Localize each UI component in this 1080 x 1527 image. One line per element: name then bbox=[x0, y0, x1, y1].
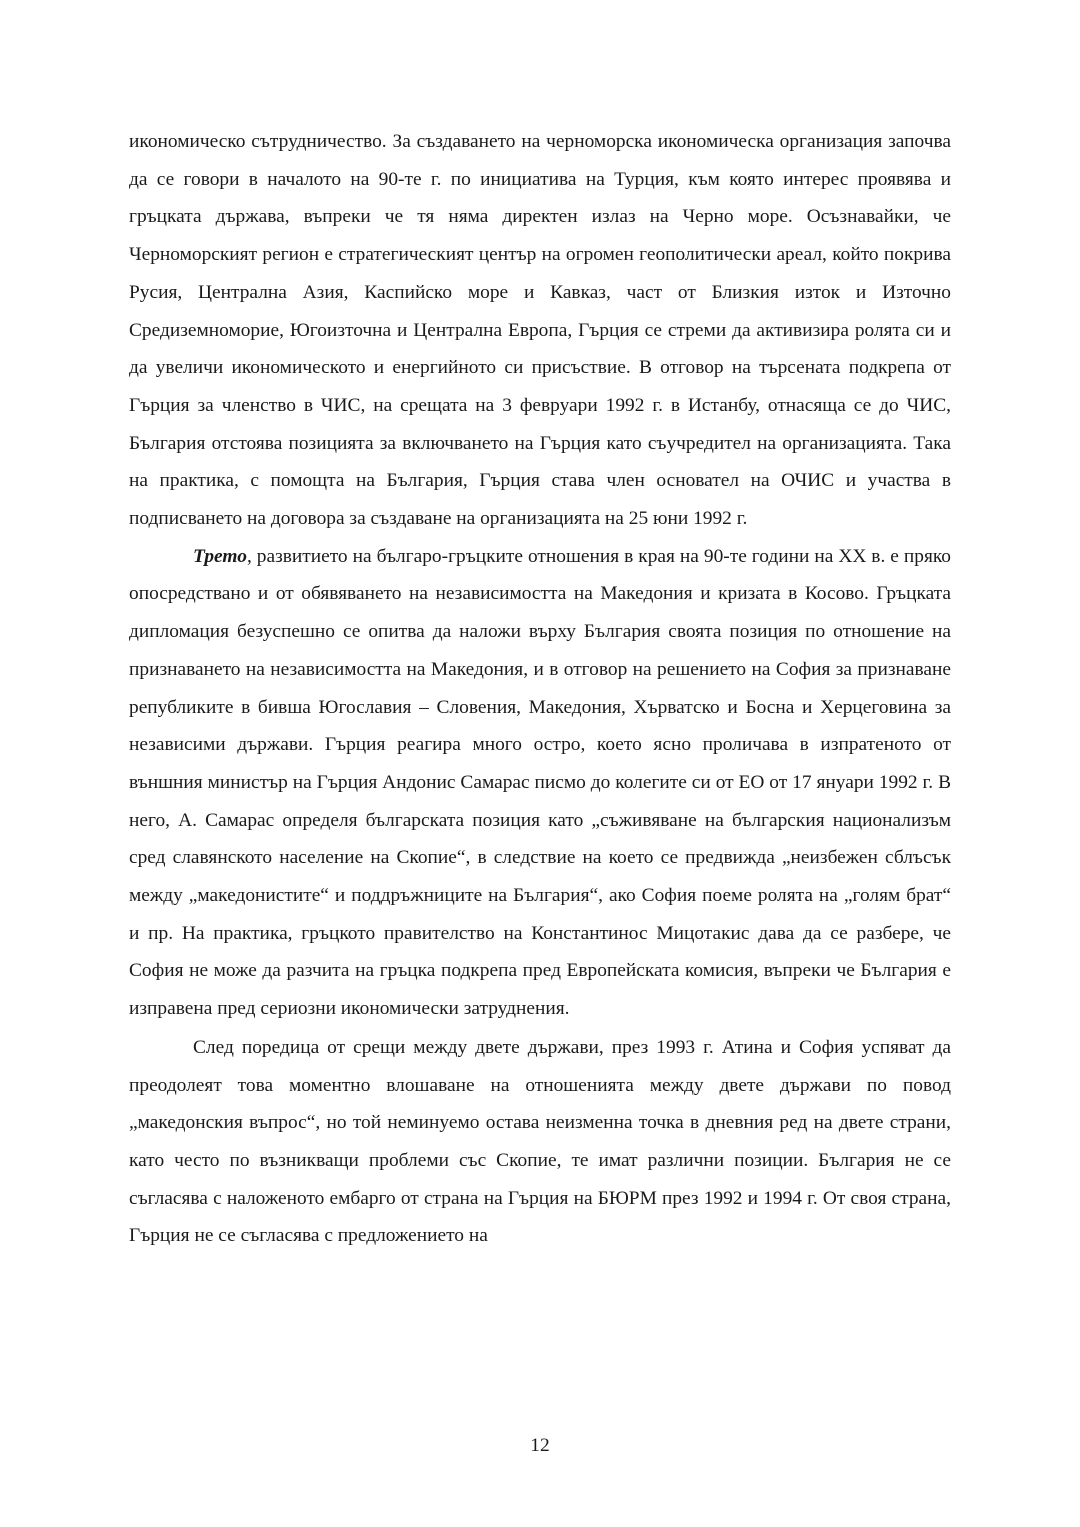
paragraph-2-lead-word: Трето bbox=[193, 545, 247, 567]
document-body bbox=[129, 123, 951, 1255]
paragraph-1-text: икономическо сътрудничество. За създаването на черноморска икономическа организация започва да се говори в началото на 90-те г. по инициатива на Турция, към която интерес проявява и гръцката държава, въпреки че тя няма директен излаз на Черно море. Осъзнавайки, че Черноморският регион е стратегическият център на огромен геополитически ареал, който покрива Русия, Централна Азия, Каспийско море и Кавказ, част от Близкия изток и Източно Средиземноморие, Югоизточна и Централна Европа, Гърция се стреми да активизира ролята си и да увеличи икономическото и енергийното си присъствие. В отговор на търсената подкрепа от Гърция за членство в ЧИС, на срещата на 3 февруари 1992 г. в Истанбу, отнасяща се до ЧИС, България отстоява позицията за включването на Гърция като съучредител на организацията. Така на практика, с помощта на България, Гърция става член основател на ОЧИС и участва в подписването на договора за създаване на организацията на 25 юни 1992 г. bbox=[129, 131, 951, 530]
paragraph-1 bbox=[129, 123, 951, 538]
paragraph-2 bbox=[129, 538, 951, 1028]
paragraph-2-text: , развитието на българо-гръцките отношения в края на 90-те години на XX в. е пряко опосредствано и от обявяването на независимостта на Македония и кризата в Косово. Гръцката дипломация безуспешно се опитва да наложи върху България своята позиция по отношение на признаването на независимостта на Македония, и в отговор на решението на София за признаване републиките в бивша Югославия – Словения, Македония, Хърватско и Босна и Херцеговина за независими държави. Гърция реагира много остро, което ясно проличава в изпратеното от външния министър на Гърция Андонис Самарас писмо до колегите си от ЕО от 17 януари 1992 г. В него, А. Самарас определя българската позиция като „съживяване на българския национализъм сред славянското население на Скопие“, в следствие на което се предвижда „неизбежен сблъсък между „македонистите“ и поддръжниците на България“, ако София поеме ролята на „голям брат“ и пр. На практика, гръцкото правителство на Константинос Мицотакис дава да се разбере, че София не може да разчита на гръцка подкрепа пред Европейската комисия, въпреки че България е изправена пред сериозни икономически затруднения. bbox=[129, 545, 951, 1020]
paragraph-3-text: След поредица от срещи между двете държави, през 1993 г. Атина и София успяват да преодолеят това моментно влошаване на отношенията между двете държави по повод „македонския въпрос“, но той неминуемо остава неизменна точка в дневния ред на двете страни, като често по възникващи проблеми със Скопие, те имат различни позиции. България не се съгласява с наложеното ембарго от страна на Гърция на БЮРМ през 1992 и 1994 г. От своя страна, Гърция не се съгласява с предложението на bbox=[129, 1036, 951, 1247]
page-number: 12 bbox=[530, 1435, 550, 1456]
paragraph-3 bbox=[129, 1029, 951, 1255]
